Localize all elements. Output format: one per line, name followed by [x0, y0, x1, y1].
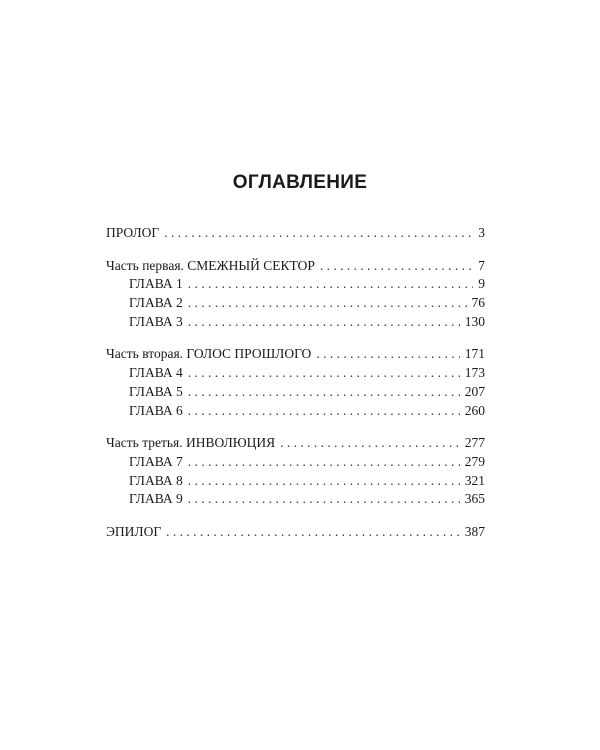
toc-chapter-entry[interactable]: [106, 364, 485, 383]
toc-entry-page-number: 7: [478, 257, 485, 273]
toc-entry-label: ГЛАВА 1: [129, 276, 183, 292]
table-of-contents: [106, 224, 485, 542]
toc-part-entry[interactable]: [106, 434, 485, 453]
dot-leader: [188, 453, 460, 472]
toc-entry-label: ГЛАВА 8: [129, 472, 183, 488]
toc-entry-page-number: 365: [464, 491, 485, 507]
toc-section-gap: [106, 331, 485, 345]
toc-entry-label: ГЛАВА 4: [129, 365, 183, 381]
toc-entry-page-number: 9: [478, 276, 485, 292]
toc-chapter-entry[interactable]: [106, 313, 485, 332]
toc-entry-page-number: 130: [464, 313, 485, 329]
toc-entry-label: ПРОЛОГ: [106, 225, 160, 240]
dot-leader: [166, 523, 460, 542]
toc-entry-page-number: 279: [464, 453, 485, 469]
toc-entry-label: Часть вторая. ГОЛОС ПРОШЛОГО: [106, 346, 312, 362]
toc-entry-label: ГЛАВА 9: [129, 491, 183, 507]
dot-leader: [280, 434, 460, 453]
toc-entry-page-number: 76: [471, 295, 485, 311]
toc-chapter-entry[interactable]: [106, 472, 485, 491]
toc-entry-page-number: 260: [464, 402, 485, 418]
toc-entry-page-number: 321: [464, 472, 485, 488]
toc-entry-page-number: 277: [464, 435, 485, 451]
dot-leader: [320, 257, 473, 276]
dot-leader: [188, 364, 460, 383]
toc-entry-page-number: 3: [478, 225, 485, 240]
toc-section-gap: [106, 243, 485, 257]
dot-leader: [188, 275, 474, 294]
toc-entry-page-number: 173: [464, 365, 485, 381]
toc-part-entry[interactable]: [106, 224, 485, 243]
dot-leader: [188, 490, 460, 509]
toc-chapter-entry[interactable]: [106, 383, 485, 402]
toc-part-entry[interactable]: [106, 257, 485, 276]
toc-entry-label: ГЛАВА 5: [129, 383, 183, 399]
toc-chapter-entry[interactable]: [106, 490, 485, 509]
dot-leader: [316, 345, 459, 364]
toc-part-entry[interactable]: [106, 345, 485, 364]
toc-chapter-entry[interactable]: [106, 402, 485, 421]
toc-section-gap: [106, 420, 485, 434]
toc-entry-label: ГЛАВА 3: [129, 313, 183, 329]
toc-chapter-entry[interactable]: [106, 294, 485, 313]
dot-leader: [188, 472, 460, 491]
toc-entry-page-number: 387: [464, 523, 485, 539]
toc-entry-page-number: 207: [464, 383, 485, 399]
toc-section-gap: [106, 509, 485, 523]
dot-leader: [188, 294, 467, 313]
toc-part-entry[interactable]: [106, 523, 485, 542]
toc-chapter-entry[interactable]: [106, 453, 485, 472]
toc-chapter-entry[interactable]: [106, 275, 485, 294]
dot-leader: [188, 383, 460, 402]
dot-leader: [188, 402, 460, 421]
toc-entry-label: ГЛАВА 6: [129, 402, 183, 418]
toc-entry-label: ЭПИЛОГ: [106, 523, 162, 539]
dot-leader: [188, 313, 460, 332]
toc-entry-label: Часть первая. СМЕЖНЫЙ СЕКТОР: [106, 257, 315, 273]
toc-entry-page-number: 171: [464, 346, 485, 362]
toc-entry-label: ГЛАВА 2: [129, 295, 183, 311]
dot-leader: [164, 224, 473, 243]
toc-entry-label: ГЛАВА 7: [129, 453, 183, 469]
toc-entry-label: Часть третья. ИНВОЛЮЦИЯ: [106, 435, 276, 451]
toc-title: ОГЛАВЛЕНИЕ: [232, 172, 368, 193]
